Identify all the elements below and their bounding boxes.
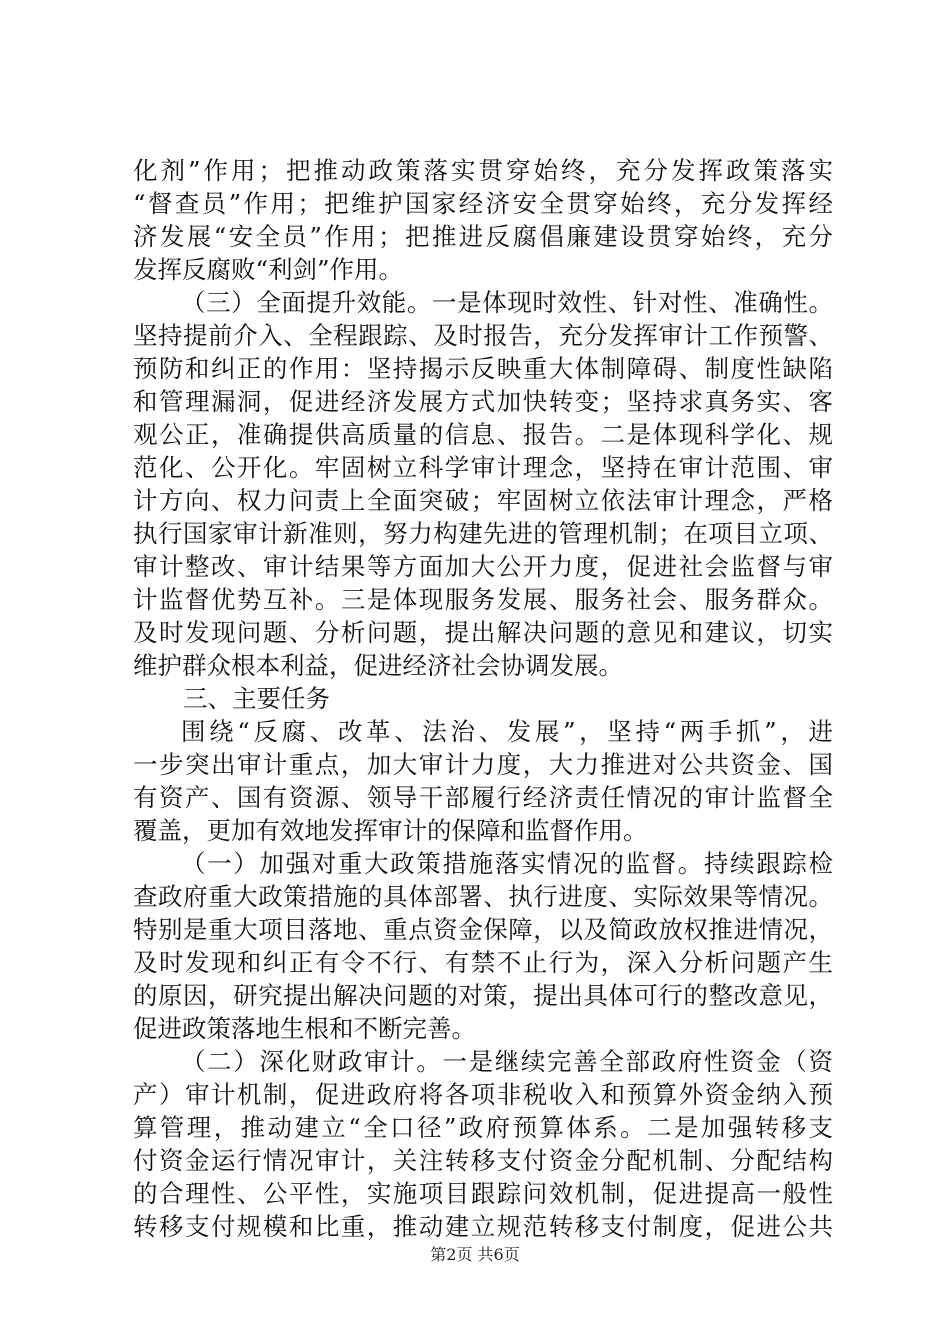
- text-line: 发挥反腐败“利剑”作用。: [133, 255, 404, 284]
- text-line: 算管理，推动建立“全口径”政府预算体系。二是加强转移支: [133, 1113, 833, 1142]
- text-line: 观公正，准确提供高质量的信息、报告。二是体现科学化、规: [133, 420, 833, 449]
- text-line: 产）审计机制，促进政府将各项非税收入和预算外资金纳入预: [133, 1080, 833, 1109]
- text-line: 围绕“反腐、改革、法治、发展”，坚持“两手抓”，进: [181, 717, 833, 746]
- text-line: 计监督优势互补。三是体现服务发展、服务社会、服务群众。: [133, 585, 833, 614]
- page-footer: 第2页 共6页: [430, 1245, 520, 1264]
- text-line: 付资金运行情况审计，关注转移支付资金分配机制、分配结构: [133, 1146, 833, 1175]
- text-line: 范化、公开化。牢固树立科学审计理念，坚持在审计范围、审: [133, 453, 833, 482]
- text-line: 一步突出审计重点，加大审计力度，大力推进对公共资金、国: [133, 750, 833, 779]
- text-line: 查政府重大政策措施的具体部署、执行进度、实际效果等情况。: [133, 882, 833, 911]
- text-line: 济发展“安全员”作用；把推进反腐倡廉建设贯穿始终，充分: [133, 222, 833, 251]
- text-line: 预防和纠正的作用：坚持揭示反映重大体制障碍、制度性缺陷: [133, 354, 833, 383]
- text-line: （二）深化财政审计。一是继续完善全部政府性资金（资: [181, 1047, 833, 1076]
- text-line: 促进政策落地生根和不断完善。: [133, 1014, 476, 1043]
- text-line: 和管理漏洞，促进经济发展方式加快转变；坚持求真务实、客: [133, 387, 833, 416]
- text-line: “督查员”作用；把维护国家经济安全贯穿始终，充分发挥经: [133, 189, 833, 218]
- text-line: 计方向、权力问责上全面突破；牢固树立依法审计理念，严格: [133, 486, 833, 515]
- text-line: 执行国家审计新准则，努力构建先进的管理机制；在项目立项、: [133, 519, 833, 548]
- text-line: 有资产、国有资源、领导干部履行经济责任情况的审计监督全: [133, 783, 833, 812]
- text-line: 的原因，研究提出解决问题的对策，提出具体可行的整改意见，: [133, 981, 833, 1010]
- text-line: 覆盖，更加有效地发挥审计的保障和监督作用。: [133, 816, 648, 845]
- text-line: 及时发现问题、分析问题，提出解决问题的意见和建议，切实: [133, 618, 833, 647]
- text-line: 三、主要任务: [183, 684, 330, 713]
- text-line: 转移支付规模和比重，推动建立规范转移支付制度，促进公共: [133, 1212, 833, 1241]
- text-line: 的合理性、公平性，实施项目跟踪问效机制，促进提高一般性: [133, 1179, 833, 1208]
- text-line: 维护群众根本利益，促进经济社会协调发展。: [133, 651, 623, 680]
- text-line: 坚持提前介入、全程跟踪、及时报告，充分发挥审计工作预警、: [133, 321, 833, 350]
- text-line: （三）全面提升效能。一是体现时效性、针对性、准确性。: [181, 288, 833, 317]
- text-line: 审计整改、审计结果等方面加大公开力度，促进社会监督与审: [133, 552, 833, 581]
- text-line: 及时发现和纠正有令不行、有禁不止行为，深入分析问题产生: [133, 948, 833, 977]
- text-line: 特别是重大项目落地、重点资金保障，以及简政放权推进情况，: [133, 915, 833, 944]
- text-line: 化剂”作用；把推动政策落实贯穿始终，充分发挥政策落实: [133, 156, 833, 185]
- text-line: （一）加强对重大政策措施落实情况的监督。持续跟踪检: [181, 849, 833, 878]
